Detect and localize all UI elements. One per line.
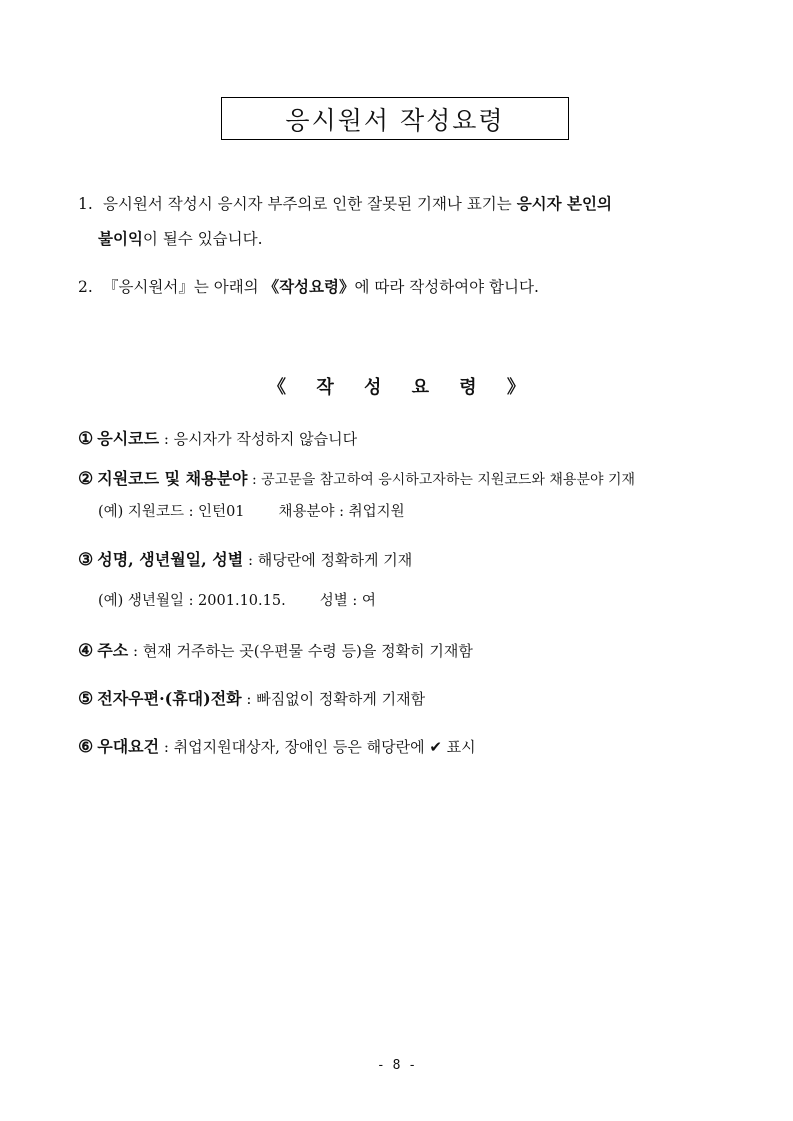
item-head: 응시코드	[97, 429, 160, 448]
item-desc: : 현재 거주하는 곳(우편물 수령 등)을 정확히 기재함	[128, 642, 473, 660]
note-1-number: 1.	[78, 195, 93, 213]
list-item	[78, 686, 425, 709]
item-desc: : 취업지원대상자, 장애인 등은 해당란에 ✔ 표시	[159, 738, 476, 756]
item-desc: : 해당란에 정확하게 기재	[243, 551, 413, 569]
item-desc: : 빠짐없이 정확하게 기재함	[241, 690, 426, 708]
item-marker: ①	[78, 429, 94, 449]
note-1	[78, 194, 612, 214]
list-item	[78, 426, 357, 449]
example-line	[98, 589, 376, 610]
note-2-text-b: 에 따라 작성하여야 합니다.	[354, 278, 539, 296]
note-2-number: 2.	[78, 278, 93, 296]
item-head: 지원코드 및 채용분야	[97, 469, 248, 488]
note-1-text-b: 이 될수 있습니다.	[142, 230, 263, 248]
example-text: (예) 생년월일 : 2001.10.15.	[98, 593, 286, 609]
item-marker: ⑤	[78, 689, 94, 709]
item-desc: : 공고문을 참고하여 응시하고자하는 지원코드와 채용분야 기재	[247, 472, 635, 488]
example-text: 성별 : 여	[319, 593, 376, 609]
example-line	[98, 500, 405, 521]
note-1-continued	[98, 229, 263, 249]
item-marker: ②	[78, 469, 94, 489]
note-1-text-a: 응시원서 작성시 응시자 부주의로 인한 잘못된 기재나 표기는	[102, 195, 517, 213]
item-marker: ③	[78, 550, 94, 570]
example-text: (예) 지원코드 : 인턴01	[98, 504, 245, 520]
note-1-bold-a: 응시자 본인의	[516, 194, 612, 213]
note-2-text-a: 『응시원서』는 아래의	[102, 278, 264, 296]
list-item	[78, 547, 412, 570]
section-heading: 《 작 성 요 령 》	[268, 377, 525, 398]
item-head: 주소	[97, 641, 129, 660]
note-2	[78, 277, 539, 297]
page-title: 응시원서 작성요령	[221, 97, 569, 140]
item-desc: : 응시자가 작성하지 않습니다	[159, 430, 358, 448]
list-item	[78, 466, 635, 489]
note-2-bold-a: 《작성요령》	[263, 277, 355, 296]
item-marker: ⑥	[78, 737, 94, 757]
example-text: 채용분야 : 취업지원	[278, 504, 405, 520]
list-item	[78, 734, 476, 757]
item-head: 우대요건	[97, 737, 160, 756]
page-number: - 8 -	[376, 1058, 417, 1073]
item-head: 성명, 생년월일, 성별	[97, 550, 244, 569]
note-1-bold-b: 불이익	[98, 229, 143, 248]
item-head: 전자우편·(휴대)전화	[97, 689, 242, 708]
item-marker: ④	[78, 641, 94, 661]
list-item	[78, 638, 473, 661]
